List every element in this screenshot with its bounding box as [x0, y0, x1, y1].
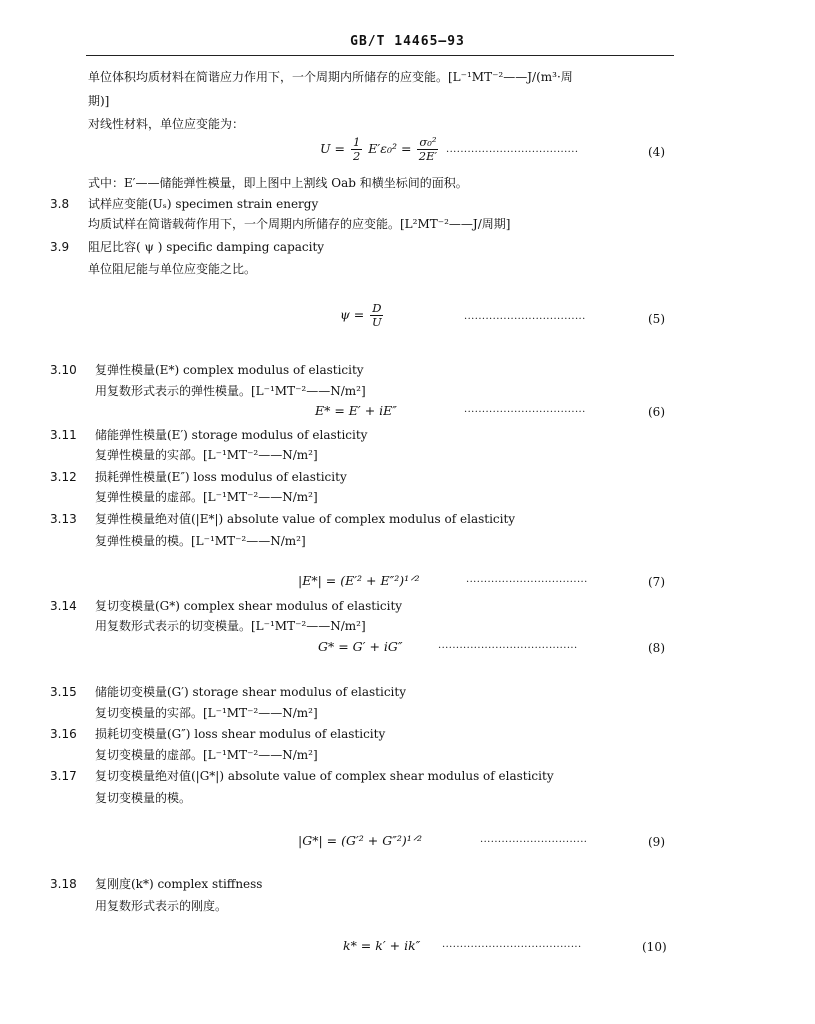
formula-6-leader: ·································· — [464, 407, 586, 418]
formula-4-frac-1-den: 2 — [352, 149, 361, 163]
formula-5-lhs: ψ = — [340, 307, 365, 322]
section-3-8-title: 试样应变能(Uₛ) specimen strain energy — [88, 197, 319, 211]
section-3-14-title: 复切变模量(G*) complex shear modulus of elasticity — [95, 599, 403, 613]
intro-line-1: 单位体积均质材料在简谐应力作用下，一个周期内所储存的应变能。[L⁻¹MT⁻²——J/(m³·周 — [88, 70, 573, 84]
formula-9-tag: (9) — [648, 835, 665, 849]
page-header: GB/T 14465—93 — [350, 34, 465, 49]
formula-7-leader: ·································· — [466, 577, 588, 588]
section-3-17-desc: 复切变模量的模。 — [95, 791, 192, 805]
formula-6: E* = E′ + iE″ — [315, 403, 397, 418]
section-3-16-title: 损耗切变模量(G″) loss shear modulus of elasticity — [95, 727, 386, 741]
formula-7-tag: (7) — [648, 575, 665, 589]
section-3-13-title: 复弹性模量绝对值(|E*|) absolute value of complex modulus of elasticity — [95, 512, 516, 526]
section-3-10-title: 复弹性模量(E*) complex modulus of elasticity — [95, 363, 364, 377]
formula-4-leader: ····································· — [446, 147, 579, 158]
formula-8-tag: (8) — [648, 641, 665, 655]
section-3-18-title: 复刚度(k*) complex stiffness — [95, 877, 263, 891]
formula-4-tag: (4) — [648, 145, 665, 159]
formula-4-frac-1-num: 1 — [352, 135, 361, 149]
formula-10-leader: ······································· — [442, 942, 582, 953]
section-3-13-desc: 复弹性模量的模。[L⁻¹MT⁻²——N/m²] — [95, 534, 306, 548]
section-3-15-number: 3.15 — [50, 685, 77, 699]
section-3-10-desc: 用复数形式表示的弹性模量。[L⁻¹MT⁻²——N/m²] — [95, 384, 366, 398]
section-3-9-desc: 单位阻尼能与单位应变能之比。 — [88, 262, 257, 276]
section-3-12-desc: 复弹性模量的虚部。[L⁻¹MT⁻²——N/m²] — [95, 490, 318, 504]
formula-4-note: 式中：E′——储能弹性模量，即上图中上割线 Oab 和横坐标间的面积。 — [88, 176, 468, 190]
section-3-13-number: 3.13 — [50, 512, 77, 526]
section-3-14-number: 3.14 — [50, 599, 77, 613]
formula-5 — [340, 302, 385, 329]
intro-line-2: 期)] — [88, 94, 110, 108]
section-3-8-number: 3.8 — [50, 197, 70, 211]
formula-8: G* = G′ + iG″ — [318, 639, 403, 654]
formula-5-num: D — [372, 301, 382, 315]
formula-6-tag: (6) — [648, 405, 665, 419]
section-3-8-desc: 均质试样在简谐载荷作用下，一个周期内所储存的应变能。[L²MT⁻²——J/周期] — [88, 217, 511, 231]
formula-4-frac-2 — [417, 136, 438, 163]
section-3-14-desc: 用复数形式表示的切变模量。[L⁻¹MT⁻²——N/m²] — [95, 619, 366, 633]
section-3-18-desc: 用复数形式表示的刚度。 — [95, 899, 228, 913]
formula-5-den: U — [372, 315, 382, 329]
section-3-11-number: 3.11 — [50, 428, 77, 442]
formula-4-lhs: U = — [320, 141, 345, 156]
section-3-12-title: 损耗弹性模量(E″) loss modulus of elasticity — [95, 470, 347, 484]
header-rule — [86, 55, 674, 56]
formula-4-mid: E′ε₀² = — [368, 141, 412, 156]
formula-10-tag: (10) — [642, 940, 667, 954]
section-3-17-title: 复切变模量绝对值(|G*|) absolute value of complex shear modulus of elasticity — [95, 769, 554, 783]
section-3-11-desc: 复弹性模量的实部。[L⁻¹MT⁻²——N/m²] — [95, 448, 318, 462]
formula-4-frac-2-den: 2E′ — [418, 149, 438, 163]
formula-9: |G*| = (G′² + G″²)¹ᐟ² — [298, 833, 423, 848]
section-3-10-number: 3.10 — [50, 363, 77, 377]
formula-10: k* = k′ + ik″ — [343, 938, 421, 953]
formula-7: |E*| = (E′² + E″²)¹ᐟ² — [298, 573, 420, 588]
section-3-18-number: 3.18 — [50, 877, 77, 891]
formula-5-frac — [370, 302, 383, 329]
formula-4-frac-1 — [351, 136, 362, 163]
formula-5-tag: (5) — [648, 312, 665, 326]
formula-5-leader: ·································· — [464, 314, 586, 325]
section-3-16-desc: 复切变模量的虚部。[L⁻¹MT⁻²——N/m²] — [95, 748, 318, 762]
section-3-15-title: 储能切变模量(G′) storage shear modulus of elasticity — [95, 685, 406, 699]
formula-9-leader: ······························ — [480, 837, 588, 848]
section-3-11-title: 储能弹性模量(E′) storage modulus of elasticity — [95, 428, 368, 442]
section-3-9-title: 阻尼比容( ψ ) specific damping capacity — [88, 240, 325, 254]
section-3-17-number: 3.17 — [50, 769, 77, 783]
formula-8-leader: ······································· — [438, 643, 578, 654]
formula-4-frac-2-num: σ₀² — [419, 135, 437, 149]
intro-line-3: 对线性材料，单位应变能为： — [88, 117, 245, 131]
formula-4 — [320, 136, 440, 163]
section-3-16-number: 3.16 — [50, 727, 77, 741]
section-3-9-number: 3.9 — [50, 240, 70, 254]
section-3-15-desc: 复切变模量的实部。[L⁻¹MT⁻²——N/m²] — [95, 706, 318, 720]
section-3-12-number: 3.12 — [50, 470, 77, 484]
